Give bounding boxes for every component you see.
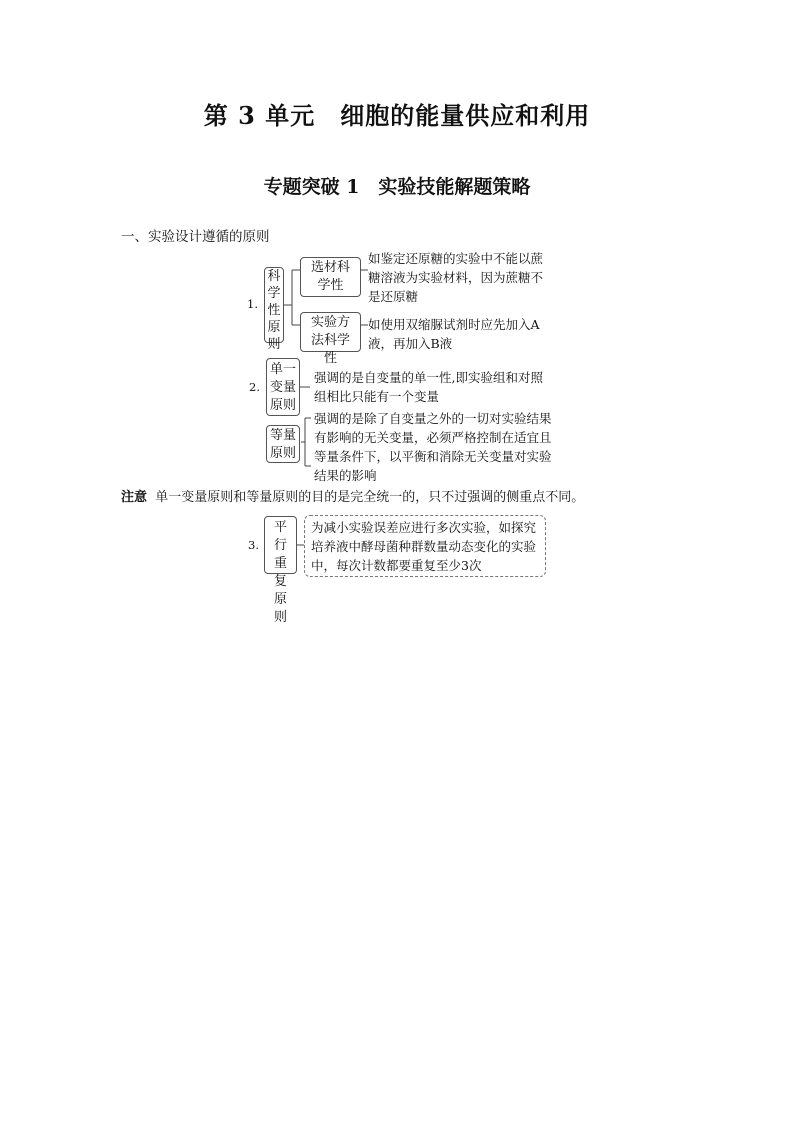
principle-description: 强调的是除了自变量之外的一切对实验结果有影响的无关变量，必须严格控制在适宜且等量条件下，以平衡和消除无关变量对实验结果的影响 — [314, 411, 552, 483]
principle-box: 科学性原则 — [264, 267, 284, 343]
note-text: 单一变量原则和等量原则的目的是完全统一的，只不过强调的侧重点不同。 — [155, 490, 585, 505]
branch-box: 选材科学性 — [300, 257, 361, 297]
page-title: 第 3 单元 细胞的能量供应和利用 — [203, 101, 591, 130]
item-number: 1. — [247, 297, 258, 311]
item-number: 3. — [248, 538, 259, 552]
note-label: 注意 — [121, 490, 148, 505]
item-number: 2. — [249, 380, 260, 394]
principle-description-box: 为减小实验误差应进行多次实验，如探究培养液中酵母菌种群数量动态变化的实验中，每次计数都要重复至少3次 — [304, 515, 546, 577]
branch-box: 实验方法科学性 — [300, 312, 361, 352]
principle-box: 等量原则 — [266, 425, 300, 463]
branch-description: 如鉴定还原糖的实验中不能以蔗糖溶液为实验材料，因为蔗糖不是还原糖 — [368, 251, 544, 304]
principle-description: 强调的是自变量的单一性,即实验组和对照组相比只能有一个变量 — [314, 370, 543, 404]
principle-box: 单一变量原则 — [266, 358, 300, 416]
principle-box: 平行重复原则 — [264, 516, 297, 574]
branch-description: 如使用双缩脲试剂时应先加入A液，再加入B液 — [368, 317, 540, 351]
note — [121, 486, 584, 505]
page-subtitle: 专题突破 1 实验技能解题策略 — [263, 176, 531, 198]
section-heading: 一、实验设计遵循的原则 — [121, 229, 270, 245]
